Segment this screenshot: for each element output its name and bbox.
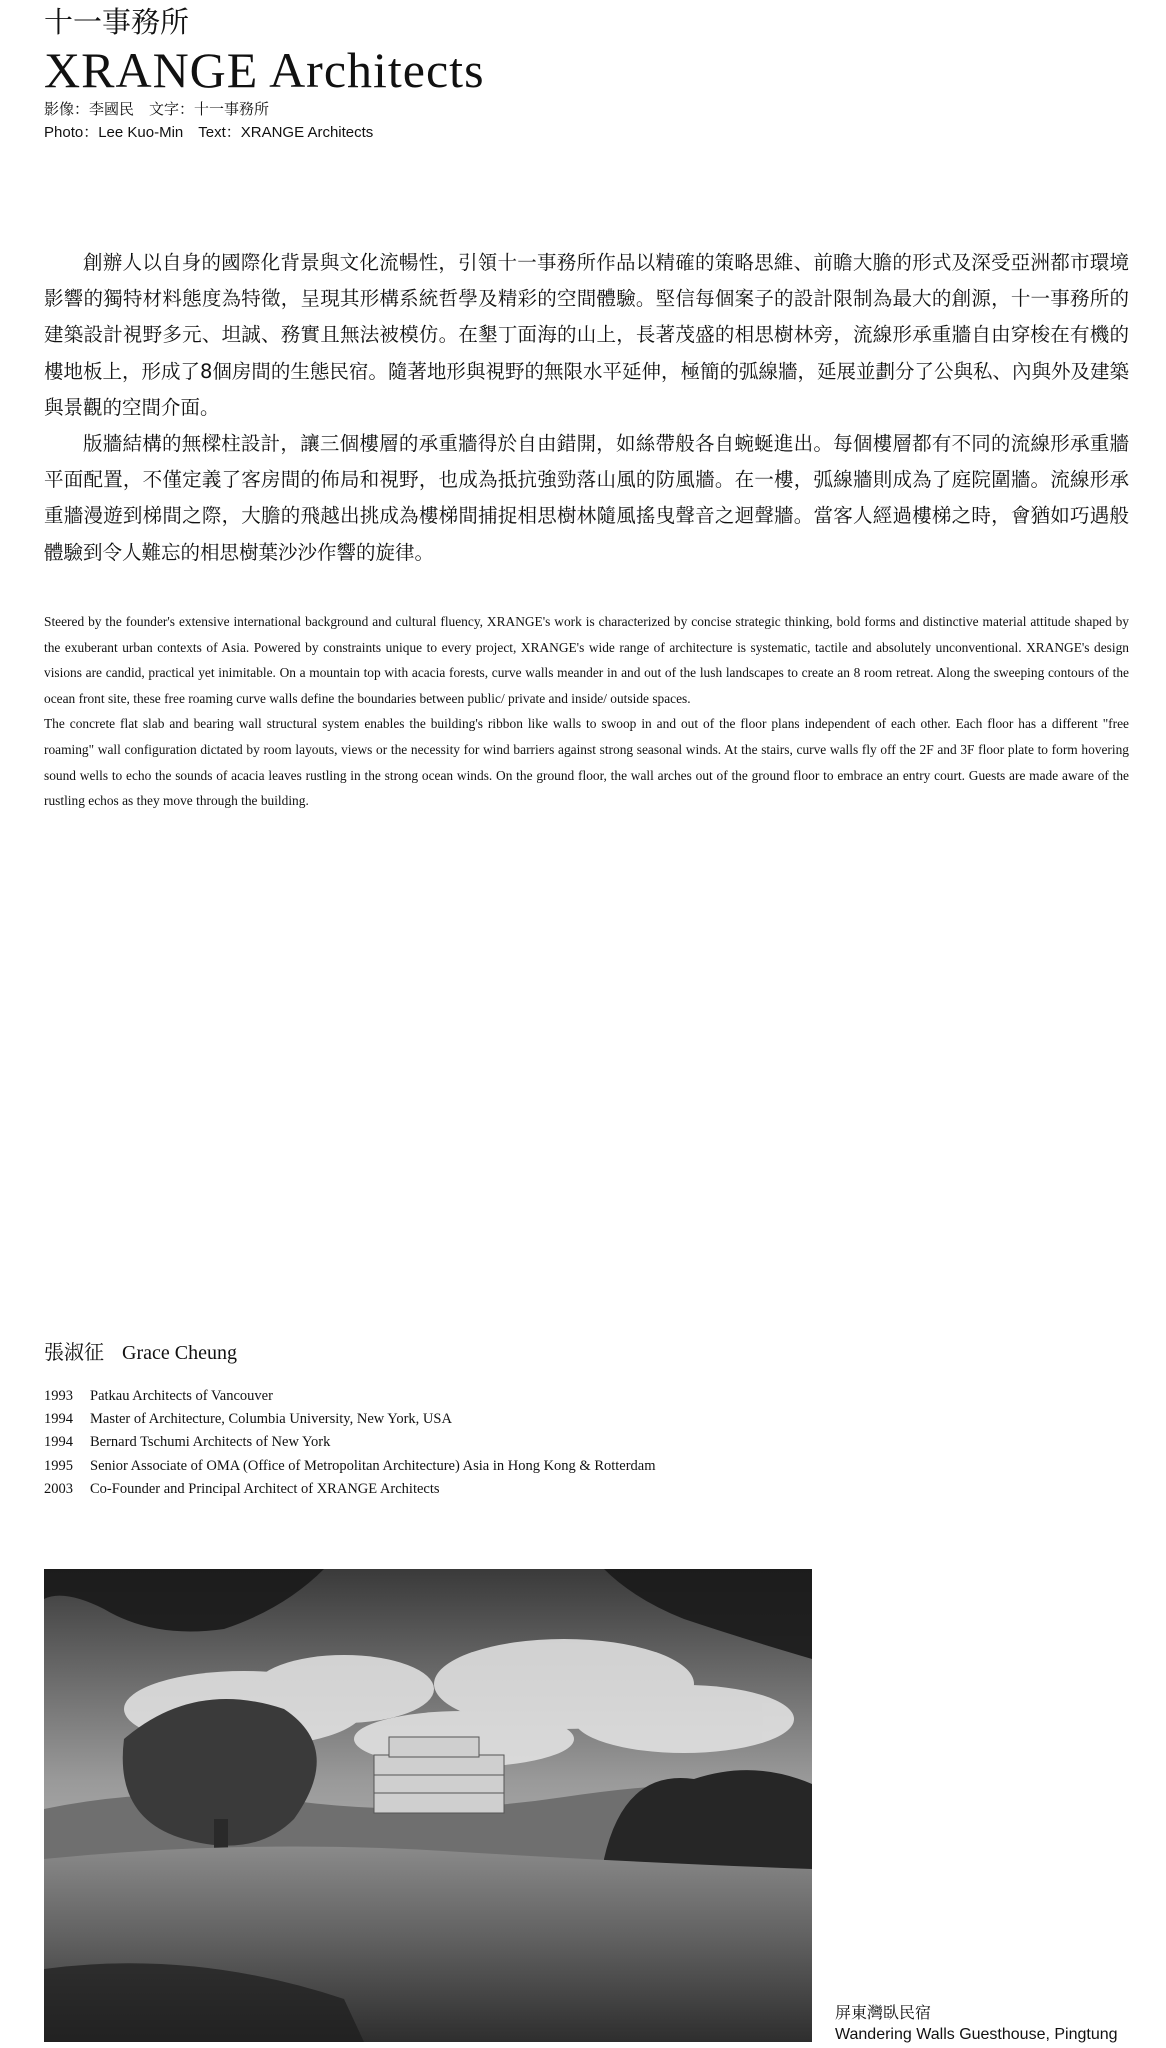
chinese-paragraph: 版牆結構的無樑柱設計，讓三個樓層的承重牆得於自由錯開，如絲帶般各自蜿蜒進出。每個樓層都有不同的流線形承重牆平面配置，不僅定義了客房間的佈局和視野，也成為抵抗強勁落山風的防風牆。在一樓，弧線牆則成為了庭院圍牆。流線形承重牆漫遊到梯間之際，大膽的飛越出挑成為樓梯間捕捉相思樹林隨風搖曳聲音之迴聲牆。當客人經過樓梯之時，會猶如巧遇般體驗到令人難忘的相思樹葉沙沙作響的旋律。 bbox=[44, 432, 1129, 564]
caption-zh: 屏東灣臥民宿 bbox=[835, 2005, 932, 2022]
english-paragraph: The concrete flat slab and bearing wall structural system enables the building's ribbon like walls to swoop in and out of the floor plans independent of each other. Each floor has a different "free roaming" wall configuration dictated by room layouts, views or the necessity for wind barriers against strong seasonal winds. At the stairs, curve walls fly off the 2F and 3F floor plate to form hovering sound wells to echo the sounds of acacia leaves rustling in the strong ocean winds. On the ground floor, the wall arches out of the ground floor to embrace an entry court. Guests are made aware of the rustling echos as they move through the building. bbox=[44, 716, 1129, 809]
architect-name-en: Grace Cheung bbox=[122, 1342, 237, 1364]
timeline-entry bbox=[44, 1478, 944, 1501]
chinese-paragraph: 創辦人以自身的國際化背景與文化流暢性，引領十一事務所作品以精確的策略思維、前瞻大膽的形式及深受亞洲都市環境影響的獨特材料態度為特徵，呈現其形構系統哲學及精彩的空間體驗。堅信每個案子的設計限制為最大的創源，十一事務所的建築設計視野多元、坦誠、務實且無法被模仿。在墾丁面海的山上，長著茂盛的相思樹林旁，流線形承重牆自由穿梭在有機的樓地板上，形成了8個房間的生態民宿。隨著地形與視野的無限水平延伸，極簡的弧線牆，延展並劃分了公與私、內與外及建築與景觀的空間介面。 bbox=[44, 251, 1129, 419]
guesthouse-photo bbox=[44, 1569, 812, 2042]
timeline-year: 1993 bbox=[44, 1388, 73, 1404]
timeline-entry bbox=[44, 1431, 944, 1454]
credit-line-en: Photo：Lee Kuo-Min Text：XRANGE Architects bbox=[44, 124, 374, 141]
architect-name bbox=[44, 1336, 237, 1369]
chinese-body-text bbox=[44, 245, 1129, 571]
timeline-text: Senior Associate of OMA (Office of Metropolitan Architecture) Asia in Hong Kong & Rotterdam bbox=[90, 1457, 656, 1474]
architect-name-zh: 張淑征 bbox=[44, 1340, 104, 1364]
photo-caption bbox=[835, 2003, 1118, 2045]
caption-en: Wandering Walls Guesthouse, Pingtung bbox=[835, 2026, 1118, 2043]
credit-line-zh: 影像：李國民 文字：十一事務所 bbox=[44, 101, 270, 118]
timeline-text: Patkau Architects of Vancouver bbox=[90, 1388, 273, 1404]
career-timeline bbox=[44, 1385, 944, 1501]
timeline-year: 1994 bbox=[44, 1411, 73, 1428]
english-body-text bbox=[44, 609, 1129, 814]
page-title-zh: 十一事務所 bbox=[44, 5, 190, 39]
timeline-year: 1994 bbox=[44, 1434, 73, 1451]
timeline-text: Bernard Tschumi Architects of New York bbox=[90, 1434, 331, 1451]
timeline-year: 2003 bbox=[44, 1480, 73, 1497]
timeline-text: Master of Architecture, Columbia University, New York, USA bbox=[90, 1411, 452, 1428]
timeline-entry bbox=[44, 1408, 944, 1431]
timeline-text: Co-Founder and Principal Architect of XRANGE Architects bbox=[90, 1480, 440, 1497]
english-paragraph: Steered by the founder's extensive international background and cultural fluency, XRANGE's work is characterized by concise strategic thinking, bold forms and distinctive material attitude shaped by the exuberant urban contexts of Asia. Powered by constraints unique to every project, XRANGE's wide range of architecture is systematic, tactile and absolutely unconventional. XRANGE's design visions are candid, practical yet inimitable. On a mountain top with acacia forests, curve walls meander in and out of the lush landscapes to create an 8 room retreat. Along the sweeping contours of the ocean front site, these free roaming curve walls define the boundaries between public/ private and inside/ outside spaces. bbox=[44, 614, 1129, 706]
timeline-entry bbox=[44, 1455, 944, 1478]
timeline-entry bbox=[44, 1385, 944, 1408]
page-title-en: XRANGE Architects bbox=[44, 42, 485, 98]
timeline-year: 1995 bbox=[44, 1457, 73, 1474]
